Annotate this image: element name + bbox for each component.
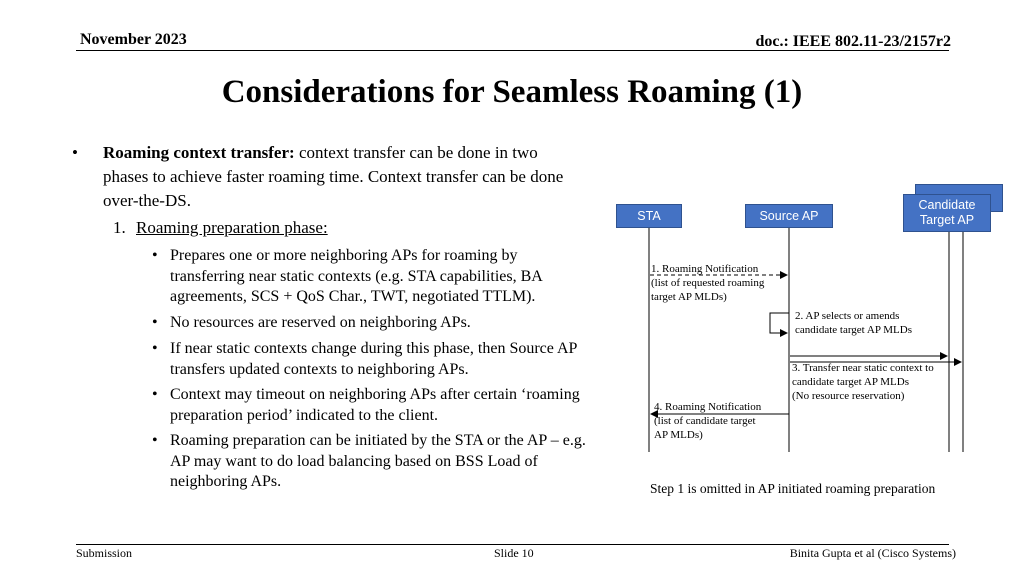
phase-number: 1.: [113, 218, 126, 237]
msg2-line: candidate target AP MLDs: [795, 324, 913, 336]
slide-title: Considerations for Seamless Roaming (1): [221, 74, 803, 110]
msg3-line: 3. Transfer near static context to: [792, 362, 934, 374]
source-ap-box: Source AP: [745, 204, 833, 228]
msg4-detail: (list of candidate target: [654, 415, 756, 427]
footer-slide-number: Slide 10: [494, 546, 534, 560]
sub-bullet-text: Prepares one or more neighboring APs for roaming by transferring near static contexts (e.g. STA capabilities, BA agreements, SCS + QoS Char., TWT, negotiated TTLM).: [170, 247, 542, 305]
header-date: November 2023: [80, 31, 187, 48]
msg1-detail: (list of requested roaming: [651, 277, 765, 289]
msg1-detail: target AP MLDs): [651, 291, 727, 303]
sub-bullet-symbol: •: [152, 386, 158, 403]
sub-bullet-symbol: •: [152, 432, 158, 449]
main-bullet-body: context transfer can be done in two phases to achieve faster roaming time. Context transfer can be done over-the-DS.: [103, 143, 564, 210]
sub-bullet-symbol: •: [152, 340, 158, 357]
msg1-title: 1. Roaming Notification: [651, 263, 759, 275]
header-doc-id: doc.: IEEE 802.11-23/2157r2: [755, 33, 951, 50]
phase-label: Roaming preparation phase:: [136, 218, 328, 237]
sub-bullet-symbol: •: [152, 314, 158, 331]
sub-bullet-text: No resources are reserved on neighboring APs.: [170, 314, 471, 331]
sub-bullet-text: Roaming preparation can be initiated by the STA or the AP – e.g. AP may want to do load balancing based on BSS Load of neighboring APs.: [170, 432, 586, 490]
msg4-title: 4. Roaming Notification: [654, 401, 762, 413]
footer-author: Binita Gupta et al (Cisco Systems): [789, 546, 956, 560]
msg4-label: [654, 400, 761, 442]
msg3-label: [792, 361, 934, 403]
msg3-line: (No resource reservation): [792, 390, 905, 402]
footer-submission: Submission: [76, 546, 133, 560]
msg2-line: 2. AP selects or amends: [795, 310, 900, 322]
sub-bullet-symbol: •: [152, 247, 158, 264]
sub-bullet-text: If near static contexts change during this phase, then Source AP transfers updated contexts to neighboring APs.: [170, 340, 577, 378]
main-bullet-bold: Roaming context transfer:: [103, 143, 295, 162]
msg1-label: [651, 262, 764, 304]
self-loop-arrow: [770, 313, 789, 333]
footer-divider: [76, 544, 949, 545]
msg2-label: [795, 309, 912, 337]
sub-bullet-text: Context may timeout on neighboring APs after certain ‘roaming preparation period’ indicated to the client.: [170, 386, 580, 424]
msg4-detail: AP MLDs): [654, 429, 703, 441]
msg3-line: candidate target AP MLDs: [792, 376, 910, 388]
main-bullet-symbol: •: [72, 143, 78, 162]
diagram-note: Step 1 is omitted in AP initiated roaming preparation: [650, 481, 936, 496]
candidate-box: Candidate Target AP: [903, 194, 991, 232]
sta-box: STA: [616, 204, 682, 228]
